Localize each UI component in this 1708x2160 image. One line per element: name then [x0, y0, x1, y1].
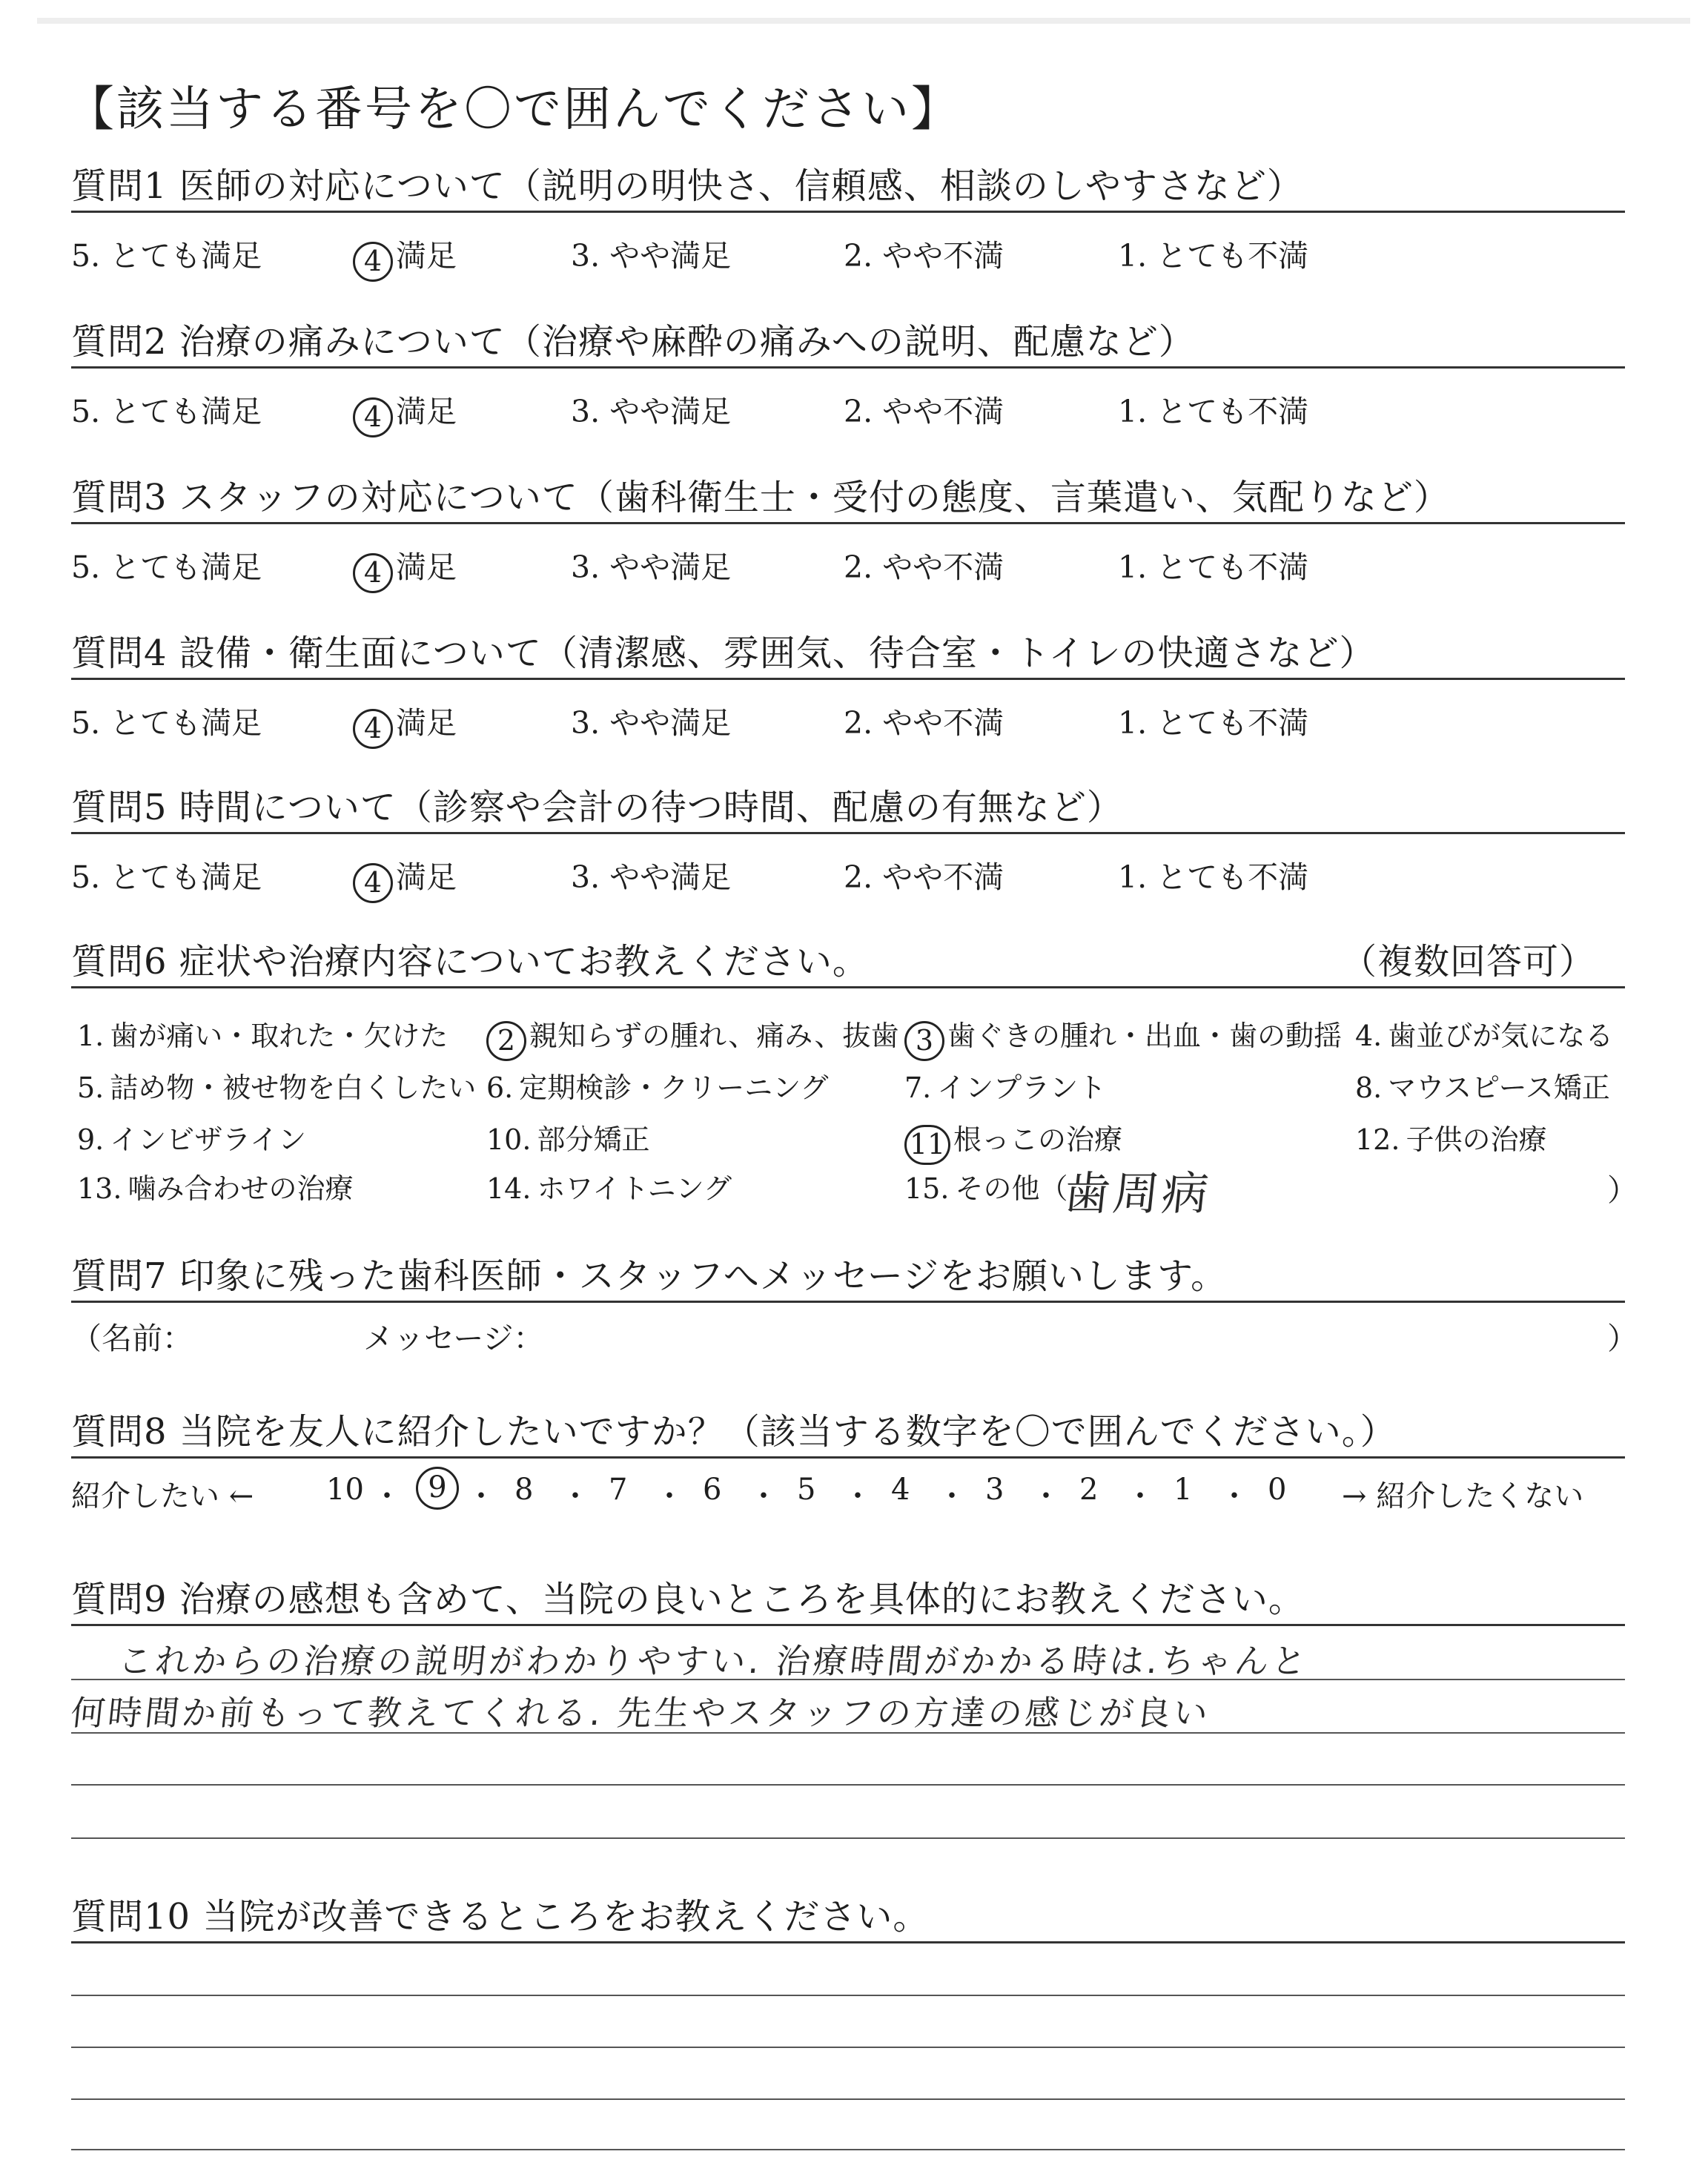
option-label: 5. とても満足 [71, 394, 262, 429]
option-number: 12. [1355, 1123, 1400, 1156]
option-label: 満足 [396, 549, 457, 585]
question-8-label: 質問8 当院を友人に紹介したいですか？（該当する数字を〇で囲んでください。） [71, 1411, 1397, 1453]
q3-option[interactable] [844, 543, 1004, 587]
option-label: 1. とても不満 [1118, 394, 1309, 429]
option-number: 15. [904, 1172, 950, 1205]
option-number: 14. [486, 1172, 532, 1205]
other-close-paren: ） [1607, 1172, 1638, 1208]
scale-separator: ・ [937, 1479, 967, 1513]
answer-line [71, 1679, 1625, 1680]
scale-value[interactable]: 7 [609, 1473, 628, 1507]
question-1 [71, 165, 1625, 213]
q6-option[interactable] [1355, 1013, 1613, 1054]
option-label: 歯ぐきの腫れ・出血・歯の動揺 [947, 1020, 1343, 1052]
option-label: 詰め物・被せ物を白くしたい [110, 1071, 477, 1104]
option-label: 3. やや満足 [571, 394, 732, 429]
q2-option[interactable] [71, 387, 262, 431]
q6-option[interactable] [77, 1166, 353, 1206]
q9-answer-line-2[interactable]: 何時間か前もって教えてくれる. 先生やスタッフの方達の感じが良い [68, 1693, 1213, 1733]
scale-left-label: 紹介したい ← [71, 1479, 254, 1513]
option-label: 3. やや満足 [571, 859, 732, 895]
option-label: 2. やや不満 [844, 859, 1004, 895]
scale-separator: ・ [655, 1479, 684, 1513]
option-label: 5. とても満足 [71, 238, 262, 274]
question-9-label: 質問9 治療の感想も含めて、当院の良いところを具体的にお教えください。 [71, 1579, 1305, 1620]
option-label: インプラント [937, 1071, 1107, 1104]
question-5-rule [71, 832, 1625, 834]
question-2 [71, 320, 1625, 369]
q6-option[interactable] [486, 1166, 732, 1206]
option-number: 8. [1355, 1071, 1383, 1104]
q2-option[interactable] [353, 387, 457, 437]
q6-option[interactable] [486, 1065, 829, 1106]
q4-option[interactable] [353, 698, 457, 749]
option-label: 2. やや不満 [844, 394, 1004, 429]
multiple-answer-note: （複数回答可） [1340, 941, 1595, 982]
question-7-rule [71, 1301, 1625, 1303]
question-7 [71, 1255, 1625, 1303]
option-label: 2. やや不満 [844, 238, 1004, 274]
option-number: 7. [904, 1071, 932, 1104]
option-label: 1. とても不満 [1118, 238, 1309, 274]
q6-option[interactable] [77, 1117, 306, 1157]
q4-option[interactable] [71, 698, 262, 742]
question-4-label: 質問4 設備・衛生面について（清潔感、雰囲気、待合室・トイレの快適さなど） [71, 633, 1376, 674]
q1-option[interactable] [571, 231, 731, 275]
q6-option[interactable] [904, 1065, 1106, 1106]
selected-circle: 4 [353, 242, 393, 282]
question-3-label: 質問3 スタッフの対応について（歯科衛生士・受付の態度、言葉遣い、気配りなど） [71, 477, 1450, 518]
option-number: 9. [77, 1123, 105, 1156]
q5-option[interactable] [844, 853, 1004, 896]
q1-option[interactable] [71, 231, 262, 275]
q3-option[interactable] [353, 543, 457, 593]
option-label: 5. とても満足 [71, 705, 262, 741]
option-label: 満足 [396, 705, 457, 741]
question-4-rule [71, 678, 1625, 680]
option-label: 根っこの治療 [953, 1123, 1123, 1156]
option-label: 3. やや満足 [571, 238, 732, 274]
q2-option[interactable] [844, 387, 1004, 431]
option-number: 1. [77, 1020, 105, 1052]
option-label: 5. とても満足 [71, 549, 262, 585]
scale-separator: ・ [843, 1479, 873, 1513]
q2-option[interactable] [571, 387, 731, 431]
question-4 [71, 632, 1625, 680]
selected-circle: 4 [353, 709, 393, 749]
scale-value[interactable]: 6 [703, 1473, 722, 1507]
selected-circle: 2 [486, 1021, 526, 1061]
answer-line [71, 2149, 1625, 2150]
question-2-rule [71, 366, 1625, 369]
option-label: 1. とても不満 [1118, 705, 1309, 741]
scale-right-label: → 紹介したくない [1342, 1479, 1584, 1513]
selected-circle: 11 [904, 1125, 950, 1165]
option-number: 13. [77, 1172, 122, 1205]
question-6-rule [71, 986, 1625, 988]
option-label: 定期検診・クリーニング [519, 1071, 829, 1104]
question-3-rule [71, 522, 1625, 524]
question-1-rule [71, 211, 1625, 213]
scale-value[interactable]: 0 [1268, 1473, 1287, 1507]
option-label: 満足 [396, 394, 457, 429]
question-10-rule [71, 1941, 1625, 1943]
answer-line [71, 1995, 1625, 1996]
selected-circle: 4 [353, 397, 393, 437]
option-label: 噛み合わせの治療 [128, 1172, 354, 1205]
option-label: 満足 [396, 859, 457, 895]
q6-option[interactable] [486, 1013, 899, 1061]
selected-circle: 4 [353, 863, 393, 903]
name-label: （名前： [71, 1321, 193, 1356]
question-8 [71, 1410, 1625, 1459]
q4-option[interactable] [1118, 698, 1308, 742]
q6-option[interactable] [1355, 1117, 1546, 1157]
option-label: 3. やや満足 [571, 549, 732, 585]
option-label: 1. とても不満 [1118, 859, 1309, 895]
question-5 [71, 786, 1625, 834]
q3-option[interactable] [71, 543, 262, 587]
question-2-label: 質問2 治療の痛みについて（治療や麻酔の痛みへの説明、配慮など） [71, 321, 1195, 363]
option-label: 1. とても不満 [1118, 549, 1309, 585]
scale-separator: ・ [749, 1479, 778, 1513]
q6-option[interactable] [904, 1166, 1068, 1206]
question-3 [71, 476, 1625, 524]
selected-circle: 3 [904, 1021, 944, 1061]
question-6-label: 質問6 症状や治療内容についてお教えください。 [71, 941, 869, 982]
option-label: ホワイトニング [537, 1172, 732, 1205]
scale-value[interactable]: 1 [1174, 1473, 1193, 1507]
question-9 [71, 1578, 1625, 1626]
question-5-label: 質問5 時間について（診察や会計の待つ時間、配慮の有無など） [71, 787, 1123, 828]
option-label: その他（ [955, 1172, 1068, 1205]
q5-option[interactable] [71, 853, 262, 896]
question-8-rule [71, 1456, 1625, 1459]
scale-separator: ・ [1219, 1479, 1249, 1513]
q9-answer-line-1[interactable]: これからの治療の説明がわかりやすい. 治療時間がかかる時は.ちゃんと [116, 1641, 1311, 1681]
scale-separator: ・ [466, 1479, 496, 1513]
option-label: 2. やや不満 [844, 705, 1004, 741]
selected-circle: 4 [353, 553, 393, 593]
q3-option[interactable] [1118, 543, 1308, 587]
message-label: メッセージ： [363, 1321, 544, 1356]
scale-value[interactable]: 10 [326, 1473, 364, 1507]
question-1-label: 質問1 医師の対応について（説明の明快さ、信頼感、相談のしやすさなど） [71, 165, 1303, 207]
answer-line [71, 2098, 1625, 2100]
scale-value[interactable]: 5 [797, 1473, 816, 1507]
q6-option[interactable] [77, 1065, 476, 1106]
q1-option[interactable] [353, 231, 457, 282]
q4-option[interactable] [571, 698, 731, 742]
scale-value[interactable]: 8 [514, 1473, 534, 1507]
option-label: マウスピース矯正 [1388, 1071, 1610, 1104]
option-label: 部分矯正 [537, 1123, 650, 1156]
scale-value[interactable]: 3 [985, 1473, 1004, 1507]
option-label: 歯並びが気になる [1388, 1020, 1614, 1052]
q6-option[interactable] [486, 1117, 649, 1157]
option-label: 満足 [396, 238, 457, 274]
question-9-rule [71, 1624, 1625, 1626]
q3-option[interactable] [571, 543, 731, 587]
scale-separator: ・ [560, 1479, 590, 1513]
option-number: 10. [486, 1123, 532, 1156]
scale-separator: ・ [1031, 1479, 1061, 1513]
answer-line [71, 2047, 1625, 2048]
q5-option[interactable] [1118, 853, 1308, 896]
option-label: 5. とても満足 [71, 859, 262, 895]
question-10 [71, 1895, 1625, 1943]
option-label: 2. やや不満 [844, 549, 1004, 585]
q5-option[interactable] [353, 853, 457, 903]
option-label: 3. やや満足 [571, 705, 732, 741]
page-title: 【該当する番号を〇で囲んでください】 [67, 82, 961, 137]
answer-line [71, 1837, 1625, 1839]
q6-option[interactable] [77, 1013, 448, 1054]
question-7-label: 質問7 印象に残った歯科医師・スタッフへメッセージをお願いします。 [71, 1255, 1228, 1297]
q1-option[interactable] [1118, 231, 1308, 275]
option-number: 4. [1355, 1020, 1383, 1052]
question-6 [71, 940, 1625, 988]
option-number: 5. [77, 1071, 105, 1104]
q1-option[interactable] [844, 231, 1004, 275]
option-label: 親知らずの腫れ、痛み、抜歯 [529, 1020, 899, 1052]
q2-option[interactable] [1118, 387, 1308, 431]
scale-value[interactable]: 4 [891, 1473, 910, 1507]
q6-option[interactable] [904, 1013, 1342, 1061]
q7-close-paren: ） [1607, 1321, 1638, 1356]
option-label: 歯が痛い・取れた・欠けた [110, 1020, 448, 1052]
option-number: 6. [486, 1071, 514, 1104]
scan-top-edge [37, 18, 1690, 24]
question-10-label: 質問10 当院が改善できるところをお教えください。 [71, 1896, 930, 1938]
q6-option[interactable] [1355, 1065, 1610, 1106]
scale-value[interactable]: 2 [1079, 1473, 1099, 1507]
answer-line [71, 1732, 1625, 1734]
scale-value-selected[interactable]: 9 [416, 1467, 459, 1510]
scale-separator: ・ [1125, 1479, 1155, 1513]
q5-option[interactable] [571, 853, 731, 896]
q4-option[interactable] [844, 698, 1004, 742]
option-label: インビザライン [110, 1123, 307, 1156]
option-label: 子供の治療 [1406, 1123, 1547, 1156]
answer-line [71, 1784, 1625, 1786]
scale-separator: ・ [372, 1479, 402, 1513]
other-answer-handwritten[interactable]: 歯周病 [1061, 1166, 1214, 1221]
